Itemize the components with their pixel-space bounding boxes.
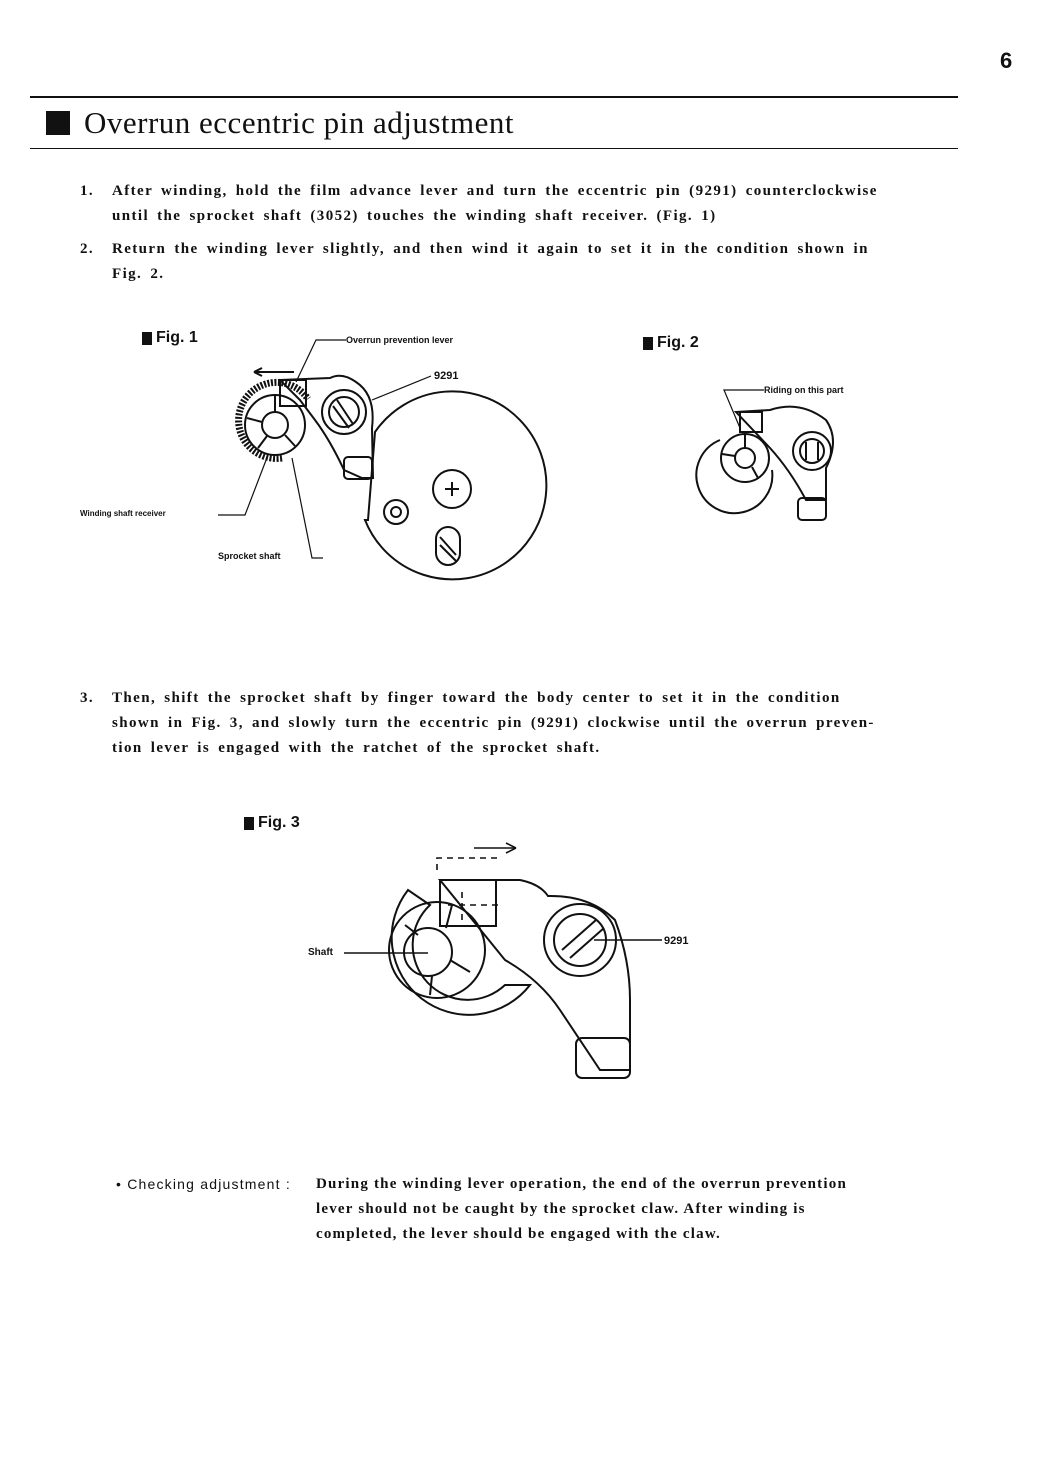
check-line: completed, the lever should be engaged with the claw. xyxy=(316,1226,721,1242)
fig3-callout-shaft: Shaft xyxy=(308,947,333,958)
fig1-callout-lever: Overrun prevention lever xyxy=(346,335,454,345)
step-line: After winding, hold the film advance lever and turn the eccentric pin (9291) counterclockwise xyxy=(112,183,878,199)
fig3-callout-pin: 9291 xyxy=(664,935,689,947)
fig2-label: Fig. 2 xyxy=(643,334,699,352)
fig2-callout-riding: Riding on this part xyxy=(764,385,844,395)
step-number: 3. xyxy=(80,690,95,706)
checking-adjustment-note xyxy=(116,1172,946,1247)
checking-adjustment-label: • Checking adjustment : xyxy=(116,1176,291,1192)
fig1-callout-receiver: Winding shaft receiver xyxy=(80,509,166,518)
step-line: Fig. 2. xyxy=(112,266,165,282)
fig1-callout-pin: 9291 xyxy=(434,370,459,382)
check-line: lever should not be caught by the sprocket claw. After winding is xyxy=(316,1201,806,1217)
page-number: 6 xyxy=(1000,48,1013,73)
step-line: Return the winding lever slightly, and then wind it again to set it in the condition shown in xyxy=(112,241,869,257)
page-title: Overrun eccentric pin adjustment xyxy=(84,105,515,140)
step-number: 2. xyxy=(80,241,95,257)
step-line: shown in Fig. 3, and slowly turn the eccentric pin (9291) clockwise until the overrun preven- xyxy=(112,715,875,731)
check-line: During the winding lever operation, the end of the overrun prevention xyxy=(316,1176,847,1192)
step-number: 1. xyxy=(80,183,95,199)
fig1-callout-shaft: Sprocket shaft xyxy=(218,551,281,561)
step-line: tion lever is engaged with the ratchet of the sprocket shaft. xyxy=(112,740,601,756)
fig1-label: Fig. 1 xyxy=(142,329,198,347)
step-line: Then, shift the sprocket shaft by finger toward the body center to set it in the condition xyxy=(112,690,841,706)
fig3-label: Fig. 3 xyxy=(244,814,300,832)
step-line: until the sprocket shaft (3052) touches the winding shaft receiver. (Fig. 1) xyxy=(112,208,717,224)
